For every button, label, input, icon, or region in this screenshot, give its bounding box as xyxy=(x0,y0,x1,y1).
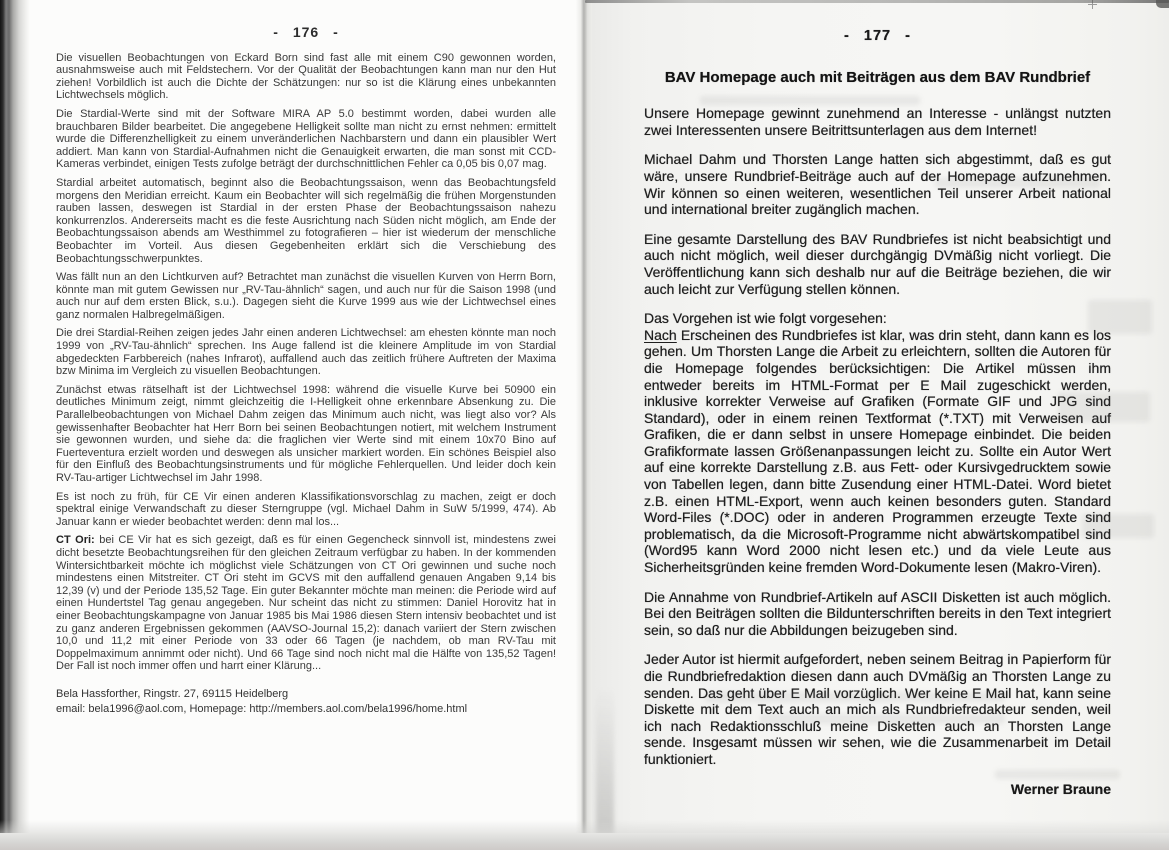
body-paragraph: Die drei Stardial-Reihen zeigen jedes Jahr einen anderen Lichtwechsel: am ehesten könnte man noch 1999 von „RV-Tau-ähnlich“ sprechen. Ins Auge fallend ist die kleinere Amplitude im von Stardial abgedeckten Farbbereich (nahes Infrarot), auffallend auch das zeitlich frühere Auftreten der Maxima bzw Minima im Vergleich zu visuellen Beobachtungen. xyxy=(56,327,556,378)
ct-ori-text: bei CE Vir hat es sich gezeigt, daß es für einen Gegencheck sinnvoll ist, mindestens zwei dicht besetzte Beobachtungsreihen für den gleichen Zeitraum verfügbar zu haben. In der kommenden Wintersichtbarkeit möchte ich möglichst viele Schätzungen von CT Ori gewinnen und suche noch mindestens einen Mitstreiter. CT Ori steht im GCVS mit den auffallend genauen Angaben 9,14 bis 12,39 (v) und der Periode 135,52 Tage. Ein guter Bekannter möchte man meinen: die Periode wird auf einen Hundertstel Tag genau angegeben. Nur scheint das nicht zu stimmen: Daniel Horovitz hat in einer Beobachtungskampagne von Januar 1985 bis Mai 1986 diesen Stern intensiv beobachtet und ist zu ganz anderen Ergebnissen gekommen (AAVSO-Journal 15,2): danach variiert der Stern zwischen 10,0 und 11,2 mit einer Periode von 33 oder 66 Tagen (je nachdem, ob man RV-Tau mit Doppelmaximum annimmt oder nicht). Und 66 Tage sind noch nicht mal die Hälfte von 135,52 Tagen! Der Fall ist noch immer offen und harrt einer Klärung... xyxy=(56,534,556,673)
procedure-rest: Erscheinen des Rundbriefes ist klar, was drin steht, dann kann es los gehen. Um Thorsten Lange die Arbeit zu erleichtern, sollten die Autoren für die Homepage folgendes berücksichtigen: Die Artikel müssen ihm entweder bereits im HTML-Format per E Mail zugeschickt werden, inklusive korrekter Verweise auf Grafiken (Formate GIF und JPG sind Standard), oder in einem reinen Textformat (*.TXT) mit Verweisen auf Grafiken, die er dann selbst in unsere Homepage einbindet. Die beiden Grafikformate lassen Größenanpassungen leicht zu. Sollte ein Autor Wert auf eine korrekte Darstellung z.B. aus Fett- oder Kursivgedrucktem sowie von Tabellen legen, dann bitte Zusendung einer HTML-Datei. Word bietet z.B. einen HTML-Export, wenn auch keinen besonders guten. Standard Word-Files (*.DOC) oder in anderen Programmen erzeugte Texte sind problematisch, da die Microsoft-Programme nicht abwärtskompatibel sind (Word95 kann Word 2000 nicht lesen etc.) und da viele Leute aus Sicherheitsgründen keine fremden Word-Dokumente lesen (Makro-Viren). xyxy=(644,326,1111,576)
page-gutter xyxy=(576,0,592,850)
underlined-word: Nach xyxy=(644,326,677,343)
body-paragraph: Eine gesamte Darstellung des BAV Rundbriefes ist nicht beabsichtigt und auch nicht möglich, weil dieser durchgängig DVmäßig nicht vorliegt. Die Veröffentlichung kann sich deshalb nur auf die Beiträge beziehen, die wir auch leicht zur Verfügung stellen können. xyxy=(644,230,1111,297)
signature: Werner Braune xyxy=(1010,780,1111,797)
page-177 xyxy=(592,0,1169,850)
author-address: Bela Hassforther, Ringstr. 27, 69115 Heidelberg xyxy=(56,687,289,700)
scan-dark-edge xyxy=(0,0,30,850)
procedure-body xyxy=(644,327,1111,575)
body-paragraph: Die Annahme von Rundbrief-Artikeln auf ASCII Disketten ist auch möglich. Bei den Beiträgen sollten die Bildunterschriften bereits in den Text integriert sein, so daß nur die Abbildungen beizugeben sind. xyxy=(644,588,1111,638)
body-paragraph: Die Stardial-Werte sind mit der Software MIRA AP 5.0 bestimmt worden, dabei wurden alle brauchbaren Bilder bearbeitet. Die angegebene Helligkeit sollte man nicht zu ernst nehmen: ermittelt wurde die Differenzhelligkeit zu einem unveränderlichen Nachbarstern und dann ein plausibler Wert addiert. Man kann von Stardial-Aufnahmen nicht die Genauigkeit erwarten, die man sonst mit CCD-Kameras verbindet, einigen Tests zufolge beträgt der durchschnittlichen Fehler ca 0,05 bis 0,07 mag. xyxy=(56,107,556,171)
body-paragraph: Es ist noch zu früh, für CE Vir einen anderen Klassifikationsvorschlag zu machen, zeigt er doch spektral einige Verwandschaft zu dieser Sterngruppe (vgl. Michael Dahm in SuW 5/1999, 474). Ab Januar kann er wieder beobachtet werden: denn mal los... xyxy=(56,490,556,528)
procedure-paragraph xyxy=(644,310,1111,576)
page-176 xyxy=(30,0,576,850)
author-contact xyxy=(56,687,556,717)
page-number: - 176 - xyxy=(273,24,339,40)
body-paragraph: Unsere Homepage gewinnt zunehmend an Interesse - unlängst nutzten zwei Interessenten unsere Beitrittsunterlagen aus dem Internet! xyxy=(644,105,1111,138)
author-email-homepage: email: bela1996@aol.com, Homepage: http://members.aol.com/bela1996/home.html xyxy=(56,702,468,715)
body-paragraph: Zunächst etwas rätselhaft ist der Lichtwechsel 1998: während die visuelle Kurve bei 50900 ein deutliches Minimum zeigt, nimmt gleichzeitig die I-Helligkeit ohne erkennbare Absenkung zu. Die Parallelbeobachtungen von Michael Dahm zeigen das Minimum auch nicht, was liegt also vor? Als gewissenhafter Beobachter hat Herr Born bei seinen Beobachtungen notiert, mit welchem Instrument sie gewonnen wurden, und siehe da: die fraglichen vier Werte sind mit einem 10x70 Bino auf Fuerteventura erzielt worden und deswegen als unsicher markiert worden. Ein schönes Beispiel also für den Einfluß des Beobachtungsinstruments und für mögliche Fehlerquellen. Und leider doch kein RV-Tau-artiger Lichtwechsel im Jahr 1998. xyxy=(56,383,556,484)
page-number: - 177 - xyxy=(844,28,911,44)
ct-ori-label: CT Ori: xyxy=(56,534,95,547)
body-paragraph: Stardial arbeitet automatisch, beginnt also die Beobachtungssaison, wenn das Beobachtungsfeld morgens den Meridian erreicht. Kaum ein Beobachter will sich regelmäßig die frühen Morgenstunden rauben lassen, deswegen ist Stardial in der ersten Phase der Beobachtungssaison nahezu konkurrenzlos. Andererseits macht es die feste Ausrichtung nach Süden nicht möglich, am Ende der Beobachtungssaison abends am Westhimmel zu fotografieren – hier ist wiederum der menschliche Beobachter im Vorteil. Aus diesen Gegebenheiten erklärt sich die Verschiebung des Beobachtungsschwerpunktes. xyxy=(56,176,556,265)
procedure-intro: Das Vorgehen ist wie folgt vorgesehen: xyxy=(644,310,887,327)
body-paragraph: Was fällt nun an den Lichtkurven auf? Betrachtet man zunächst die visuellen Kurven von Herrn Born, könnte man mit gutem Gewissen nur „RV-Tau-ähnlich“ sagen, und auch nur für die Saison 1998 (und auch nur auf dem ersten Blick, s.u.). Dagegen sieht die Kurve 1999 aus wie der Lichtwechsel eines ganz normalen Halbregelmäßigen. xyxy=(56,271,556,321)
body-paragraph: Jeder Autor ist hiermit aufgefordert, neben seinem Beitrag in Papierform für die Rundbriefredaktion diesen dann auch DVmäßig an Thorsten Lange zu senden. Das geht über E Mail vorzüglich. Wer keine E Mail hat, kann seine Diskette mit dem Text auch an mich als Rundbriefredakteur senden, weil ich nach Redaktionsschluß meine Disketten auch an Thorsten Lange sende. Insgesamt müssen wir sehen, wie die Zusammenarbeit im Detail funktioniert. xyxy=(644,651,1111,767)
ct-ori-paragraph xyxy=(56,534,556,673)
body-paragraph: Michael Dahm und Thorsten Lange hatten sich abgestimmt, daß es gut wäre, unsere Rundbrief-Beiträge auch auf der Homepage aufzunehmen. Wir können so einen weiteren, wesentlichen Teil unserer Arbeit national und international breiter zugänglich machen. xyxy=(644,151,1111,218)
body-paragraph: Die visuellen Beobachtungen von Eckard Born sind fast alle mit einem C90 gewonnen worden, ausnahmsweise auch mit Feldstechern. Vor der Qualität der Beobachtungen kann man nur den Hut ziehen! Vorbildlich ist auch die Dichte der Schätzungen: nur so ist die Klärung eines unbekannten Lichtwechsels möglich. xyxy=(56,51,556,102)
article-heading: BAV Homepage auch mit Beiträgen aus dem BAV Rundbrief xyxy=(664,68,1091,86)
